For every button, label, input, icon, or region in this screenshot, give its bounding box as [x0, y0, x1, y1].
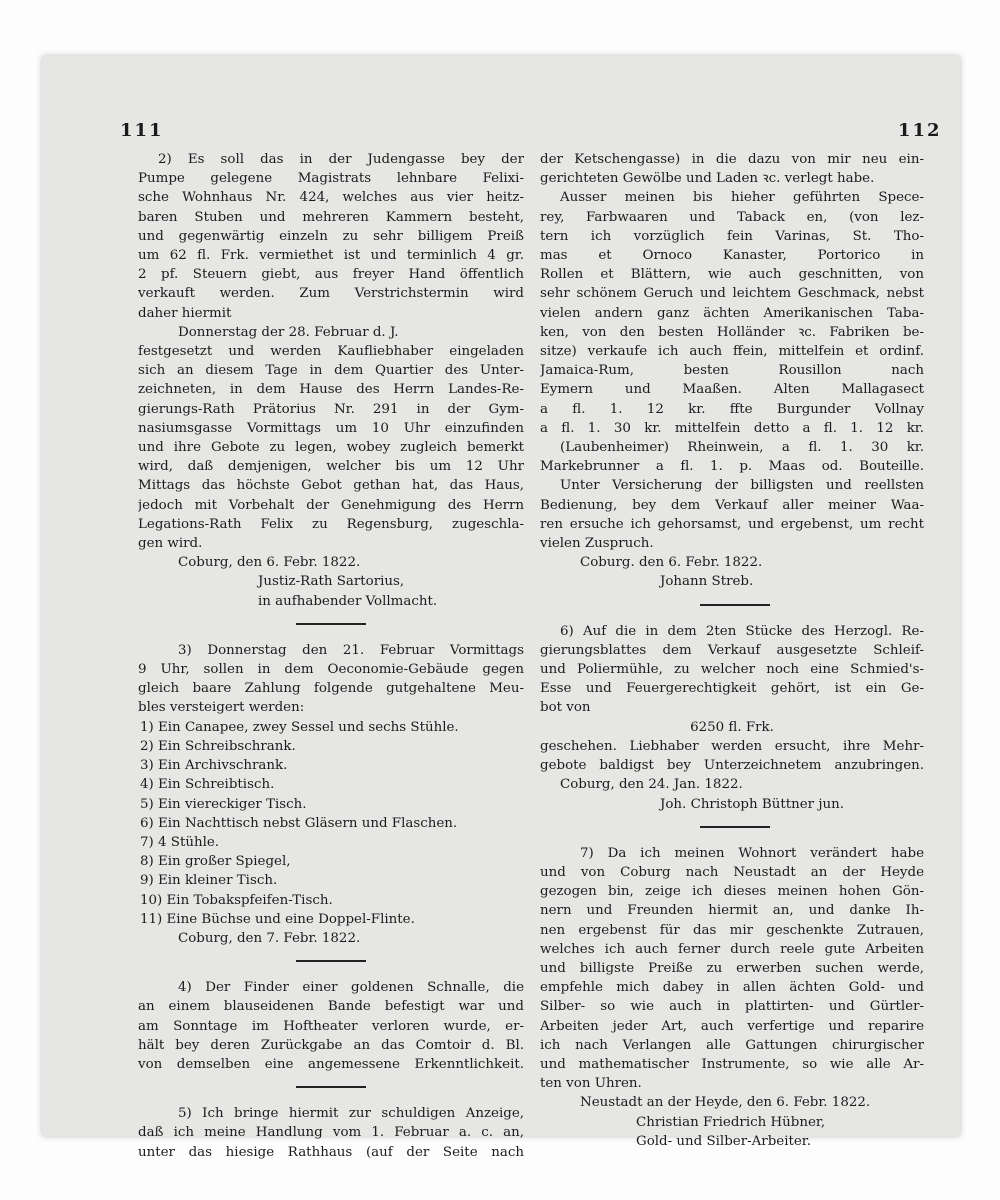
notice-7 — [540, 844, 924, 1151]
left-column — [138, 150, 524, 1162]
separator-rule — [700, 826, 770, 828]
place-date: Coburg. den 6. Febr. 1822. — [580, 555, 763, 571]
text-line: verkauft werden. Zum Verstrichstermin wird — [138, 286, 524, 302]
furniture-list — [138, 718, 524, 929]
text-line: daher hiermit — [138, 305, 232, 321]
auction-date: Donnerstag der 28. Februar d. J. — [178, 324, 399, 340]
page-number-left: 111 — [120, 120, 164, 141]
text-line: baren Stuben und mehreren Kammern besteht, — [138, 209, 524, 225]
text-line: Arbeiten jeder Art, auch verfertige und reparire — [540, 1018, 924, 1034]
text-line: a fl. 1. 12 kr. ffte Burgunder Vollnay — [540, 401, 924, 417]
list-item: 2) Ein Schreibschrank. — [140, 738, 296, 754]
separator-rule — [700, 604, 770, 606]
text-line: vielen Zuspruch. — [540, 536, 654, 552]
text-line: 5) Ich bringe hiermit zur schuldigen Anzeige, — [178, 1106, 524, 1122]
text-line: Pumpe gelegene Magistrats lehnbare Felixi- — [138, 171, 524, 187]
right-column — [540, 150, 924, 1151]
notice-2 — [138, 150, 524, 611]
text-line: mas et Ornoco Kanaster, Portorico in — [540, 248, 924, 264]
text-line: wird, daß demjenigen, welcher bis um 12 Uhr — [138, 459, 524, 475]
text-line: gezogen bin, zeige ich dieses meinen hohen Gön- — [540, 884, 924, 900]
notice-6 — [540, 622, 924, 814]
text-line: Mittags das höchste Gebot gethan hat, das Haus, — [138, 478, 524, 494]
text-line: ten von Uhren. — [540, 1076, 642, 1092]
list-item: 11) Eine Büchse und eine Doppel-Flinte. — [140, 911, 415, 927]
list-item: 8) Ein großer Spiegel, — [140, 854, 291, 870]
text-line: geschehen. Liebhaber werden ersucht, ihre Mehr- — [540, 738, 924, 754]
text-line: ren ersuche ich gehorsamst, und ergebenst, um recht — [540, 516, 924, 532]
text-line: Legations-Rath Felix zu Regensburg, zugeschla- — [138, 516, 524, 532]
text-line: nern und Freunden hiermit an, und danke Ih- — [540, 903, 924, 919]
text-line: und mathematischer Instrumente, so wie alle Ar- — [540, 1056, 924, 1072]
text-line: der Ketschengasse) in die dazu von mir neu ein- — [540, 152, 924, 167]
separator-rule — [296, 960, 366, 962]
list-item: 3) Ein Archivschrank. — [140, 758, 288, 774]
text-line: Markebrunner a fl. 1. p. Maas od. Bouteille. — [540, 459, 924, 475]
text-line: Rollen et Blättern, wie auch geschnitten, von — [540, 267, 924, 283]
notice-5 — [138, 1104, 524, 1162]
text-line: Esse und Feuergerechtigkeit gehört, ist ein Ge- — [540, 681, 924, 697]
bid-amount: 6250 fl. Frk. — [690, 719, 774, 735]
separator-rule — [296, 623, 366, 625]
list-item: 4) Ein Schreibtisch. — [140, 777, 275, 793]
text-line: und ihre Gebote zu legen, wobey zugleich bemerkt — [138, 440, 524, 456]
text-line: gen wird. — [138, 536, 203, 552]
signature: Johann Streb. — [660, 574, 754, 590]
page-number-right: 112 — [898, 120, 942, 141]
text-line: empfehle mich dabey in allen ächten Gold- und — [540, 980, 924, 996]
text-line: 6) Auf die in dem 2ten Stücke des Herzogl. Re- — [560, 623, 924, 639]
signature: Gold- und Silber-Arbeiter. — [636, 1133, 811, 1149]
text-line: bot von — [540, 700, 591, 716]
text-line: zeichneten, in dem Hause des Herrn Landes-Re- — [138, 382, 524, 398]
text-line: jedoch mit Vorbehalt der Genehmigung des Herrn — [138, 497, 524, 513]
text-line: welches ich auch ferner durch reele gute Arbeiten — [540, 941, 924, 957]
text-line: Unter Versicherung der billigsten und reellsten — [560, 478, 924, 494]
list-item: 6) Ein Nachttisch nebst Gläsern und Flaschen. — [140, 815, 458, 831]
notice-4 — [138, 978, 524, 1074]
separator-rule — [296, 1086, 366, 1088]
list-item: 10) Ein Tobakspfeifen-Tisch. — [140, 892, 333, 908]
text-line: Ausser meinen bis hieher geführten Spece- — [560, 190, 924, 206]
text-line: 7) Da ich meinen Wohnort verändert habe — [580, 845, 924, 861]
text-line: an einem blauseidenen Bande befestigt war und — [138, 999, 524, 1015]
text-line: 2) Es soll das in der Judengasse bey der — [158, 152, 524, 167]
text-line: Eymern und Maaßen. Alten Mallagasect — [540, 382, 924, 398]
text-line: sehr schönem Geruch und leichtem Geschmack, nebst — [540, 286, 924, 302]
text-line: und gegenwärtig einzeln zu sehr billigem Preiß — [138, 228, 524, 244]
signature: in aufhabender Vollmacht. — [258, 593, 438, 609]
text-line: unter das hiesige Rathhaus (auf der Seite nach — [138, 1144, 524, 1160]
place-date: Neustadt an der Heyde, den 6. Febr. 1822. — [580, 1095, 871, 1111]
text-line: ken, von den besten Holländer ꝛc. Fabriken be- — [540, 324, 924, 340]
notice-5-continued — [540, 150, 924, 592]
text-line: 3) Donnerstag den 21. Februar Vormittags — [178, 642, 524, 658]
signature: Christian Friedrich Hübner, — [636, 1114, 826, 1130]
text-line: um 62 fl. Frk. vermiethet ist und terminlich 4 gr. — [138, 248, 524, 264]
text-line: Jamaica-Rum, besten Rousillon nach — [540, 363, 924, 379]
place-date: Coburg, den 6. Febr. 1822. — [178, 555, 361, 571]
text-line: bles versteigert werden: — [138, 700, 305, 716]
place-date: Coburg, den 24. Jan. 1822. — [560, 777, 743, 793]
list-item: 7) 4 Stühle. — [140, 834, 220, 850]
text-line: (Laubenheimer) Rheinwein, a fl. 1. 30 kr. — [560, 440, 924, 456]
text-line: vielen andern ganz ächten Amerikanischen Taba- — [540, 305, 924, 321]
text-line: gleich baare Zahlung folgende gutgehaltene Meu- — [138, 681, 524, 697]
text-line: Bedienung, bey dem Verkauf aller meiner Waa- — [540, 497, 924, 513]
text-line: hält bey deren Zurückgabe an das Comtoir d. Bl. — [138, 1037, 524, 1053]
text-line: 4) Der Finder einer goldenen Schnalle, die — [178, 980, 524, 996]
text-line: sich an diesem Tage in dem Quartier des Unter- — [138, 363, 524, 379]
signature: Justiz-Rath Sartorius, — [258, 574, 405, 590]
text-line: und Poliermühle, zu welcher noch eine Schmied's- — [540, 662, 924, 678]
text-line: 2 pf. Steuern giebt, aus freyer Hand öffentlich — [138, 267, 524, 283]
text-line: nasiumsgasse Vormittags um 10 Uhr einzufinden — [138, 420, 524, 436]
text-line: daß ich meine Handlung vom 1. Februar a. c. an, — [138, 1125, 524, 1141]
text-line: gerichteten Gewölbe und Laden ꝛc. verlegt habe. — [540, 171, 875, 187]
text-line: gierungs-Rath Prätorius Nr. 291 in der Gym- — [138, 401, 524, 417]
text-line: gierungsblattes dem Verkauf ausgesetzte Schleif- — [540, 642, 924, 658]
text-line: 9 Uhr, sollen in dem Oeconomie-Gebäude gegen — [138, 662, 524, 678]
list-item: 5) Ein viereckiger Tisch. — [140, 796, 307, 812]
text-line: nen ergebenst für das mir geschenkte Zutrauen, — [540, 922, 924, 938]
text-line: sitze) verkaufe ich auch ffein, mittelfein et ordinf. — [540, 344, 924, 360]
text-line: gebote baldigst bey Unterzeichnetem anzubringen. — [540, 758, 924, 774]
text-line: und billigste Preiße zu erwerben suchen werde, — [540, 960, 924, 976]
text-line: von demselben eine angemessene Erkenntlichkeit. — [138, 1056, 524, 1072]
text-line: tern ich vorzüglich fein Varinas, St. Tho- — [540, 228, 924, 244]
text-line: festgesetzt und werden Kaufliebhaber eingeladen — [138, 344, 524, 360]
text-line: Silber- so wie auch in plattirten- und Gürtler- — [540, 999, 924, 1015]
text-line: ich nach Verlangen alle Gattungen chirurgischer — [540, 1037, 924, 1053]
text-line: und von Coburg nach Neustadt an der Heyde — [540, 864, 924, 880]
place-date: Coburg, den 7. Febr. 1822. — [178, 930, 361, 946]
text-line: rey, Farbwaaren und Taback en, (von lez- — [540, 209, 924, 225]
list-item: 9) Ein kleiner Tisch. — [140, 873, 278, 889]
text-line: sche Wohnhaus Nr. 424, welches aus vier heitz- — [138, 190, 524, 206]
text-line: am Sonntage im Hoftheater verloren wurde, er- — [138, 1018, 524, 1034]
list-item: 1) Ein Canapee, zwey Sessel und sechs Stühle. — [140, 719, 459, 735]
text-line: a fl. 1. 30 kr. mittelfein detto a fl. 1. 12 kr. — [540, 420, 924, 436]
notice-3 — [138, 641, 524, 948]
signature: Joh. Christoph Büttner jun. — [660, 796, 844, 812]
